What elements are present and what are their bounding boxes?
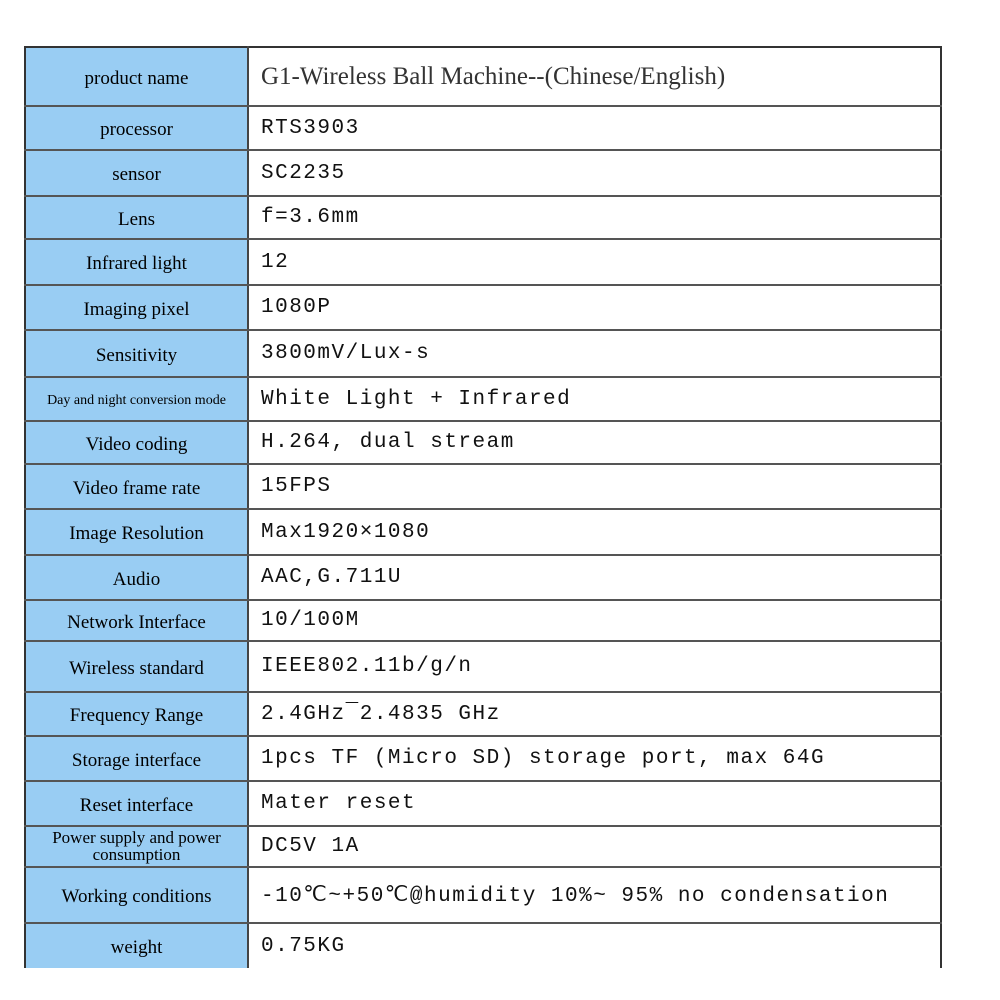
spec-label: Network Interface: [25, 600, 248, 641]
spec-label: Working conditions: [25, 867, 248, 923]
spec-row-processor: [25, 106, 941, 150]
spec-label: weight: [25, 923, 248, 968]
spec-row-sensitivity: [25, 330, 941, 377]
spec-label: processor: [25, 106, 248, 150]
spec-row-day-night-mode: [25, 377, 941, 421]
spec-value: Mater reset: [248, 781, 941, 826]
spec-value: RTS3903: [248, 106, 941, 150]
spec-value: 1pcs TF (Micro SD) storage port, max 64G: [248, 736, 941, 781]
spec-value: IEEE802.11b/g/n: [248, 641, 941, 692]
spec-row-network-interface: [25, 600, 941, 641]
spec-row-infrared-light: [25, 239, 941, 285]
spec-value: 10/100M: [248, 600, 941, 641]
spec-value: G1-Wireless Ball Machine--(Chinese/English): [248, 47, 941, 106]
spec-label: Day and night conversion mode: [25, 377, 248, 421]
spec-value: Max1920×1080: [248, 509, 941, 555]
spec-table: [24, 46, 942, 968]
spec-row-lens: [25, 196, 941, 239]
spec-row-storage-interface: [25, 736, 941, 781]
spec-label: Image Resolution: [25, 509, 248, 555]
spec-label: Imaging pixel: [25, 285, 248, 330]
spec-row-weight: [25, 923, 941, 968]
spec-value: 15FPS: [248, 464, 941, 509]
spec-row-power-supply: [25, 826, 941, 867]
spec-value: DC5V 1A: [248, 826, 941, 867]
spec-label: Sensitivity: [25, 330, 248, 377]
spec-label: Power supply and power consumption: [25, 826, 248, 867]
spec-value: White Light + Infrared: [248, 377, 941, 421]
spec-label: Audio: [25, 555, 248, 600]
spec-label: sensor: [25, 150, 248, 196]
spec-label: Video coding: [25, 421, 248, 464]
spec-row-working-conditions: [25, 867, 941, 923]
spec-row-image-resolution: [25, 509, 941, 555]
spec-row-product-name: [25, 47, 941, 106]
spec-value: -10℃~+50℃@humidity 10%~ 95% no condensation: [248, 867, 941, 923]
spec-label: Storage interface: [25, 736, 248, 781]
spec-label: Wireless standard: [25, 641, 248, 692]
spec-value: 2.4GHz¯2.4835 GHz: [248, 692, 941, 736]
spec-row-imaging-pixel: [25, 285, 941, 330]
spec-label: Video frame rate: [25, 464, 248, 509]
spec-value: SC2235: [248, 150, 941, 196]
spec-label: product name: [25, 47, 248, 106]
spec-label: Reset interface: [25, 781, 248, 826]
spec-row-reset-interface: [25, 781, 941, 826]
spec-value: 12: [248, 239, 941, 285]
spec-label: Infrared light: [25, 239, 248, 285]
spec-row-wireless-standard: [25, 641, 941, 692]
spec-value: 0.75KG: [248, 923, 941, 968]
spec-value: 1080P: [248, 285, 941, 330]
spec-row-audio: [25, 555, 941, 600]
spec-value: 3800mV/Lux-s: [248, 330, 941, 377]
spec-row-sensor: [25, 150, 941, 196]
spec-label: Frequency Range: [25, 692, 248, 736]
spec-row-video-coding: [25, 421, 941, 464]
spec-value: AAC,G.711U: [248, 555, 941, 600]
spec-value: f=3.6mm: [248, 196, 941, 239]
spec-value: H.264, dual stream: [248, 421, 941, 464]
spec-label: Lens: [25, 196, 248, 239]
spec-row-video-frame-rate: [25, 464, 941, 509]
spec-row-frequency-range: [25, 692, 941, 736]
